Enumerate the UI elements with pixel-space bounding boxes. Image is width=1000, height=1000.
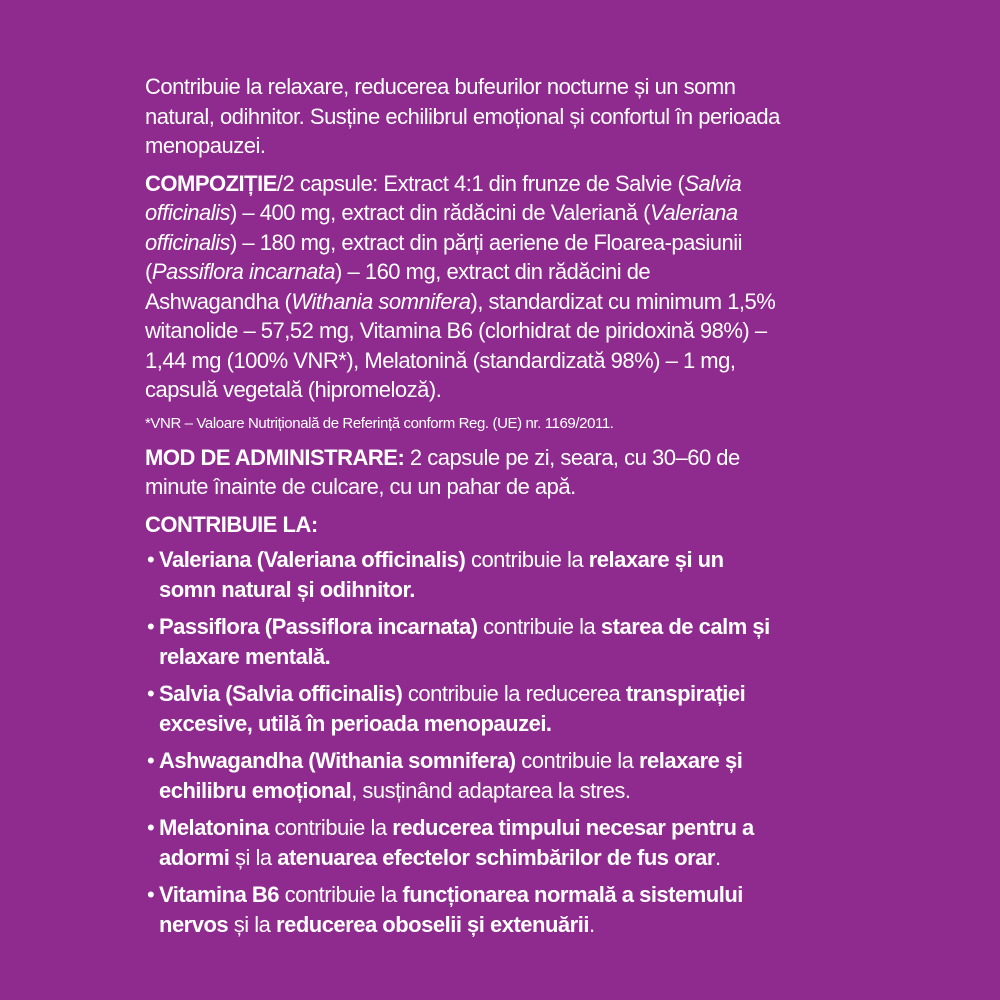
bullet-icon: •: [147, 681, 155, 706]
composition-text: ), standardizat cu minimum 1,5% witanolide – 57,52 mg, Vitamina B6 (clorhidrat de piridoxină 98%) – 1,44 mg (100% VNR*), Melatonină (standardizată 98%) – 1 mg, capsulă vegetală (hipromeloză).: [145, 288, 776, 402]
composition-text: ) – 180 mg, extract din părți aeriene de Floarea-pasiunii (: [145, 229, 742, 284]
benefits-list: [145, 545, 785, 939]
list-item: [145, 612, 785, 671]
list-item: [145, 746, 785, 805]
latin-name: Passiflora incarnata: [151, 259, 336, 284]
benefit-highlight: atenuarea efectelor schimbărilor de fus orar: [277, 844, 715, 870]
list-item: [145, 880, 785, 939]
composition-text: /2 capsule: Extract 4:1 din frunze de Salvie (: [276, 170, 685, 196]
bullet-icon: •: [147, 614, 155, 639]
intro-text: Contribuie la relaxare, reducerea bufeurilor nocturne și un somn natural, odihnitor. Susține echilibrul emoțional și confortul în perioada menopauzei.: [145, 74, 780, 158]
administration-text: 2 capsule pe zi, seara, cu 30–60 de minute înainte de culcare, cu un pahar de apă.: [145, 444, 740, 499]
composition-text: ) – 400 mg, extract din rădăcini de Valeriană (: [229, 200, 650, 225]
product-description: [145, 72, 785, 947]
benefit-highlight: funcționarea normală a sistemului nervos: [159, 882, 743, 937]
list-item: [145, 813, 785, 872]
benefit-highlight: relaxare și un somn natural și odihnitor.: [159, 547, 724, 602]
benefit-highlight: transpirației excesive, utilă în perioada menopauzei.: [159, 681, 746, 736]
bullet-icon: •: [147, 882, 155, 907]
list-item: [145, 545, 785, 604]
benefit-highlight: starea de calm și relaxare mentală.: [159, 614, 770, 669]
benefit-text: contribuie la: [268, 815, 393, 840]
benefit-subject: Vitamina B6: [159, 882, 280, 907]
benefit-text: .: [714, 844, 721, 870]
benefit-subject: Ashwagandha (Withania somnifera): [159, 748, 516, 773]
vnr-footnote: *VNR – Valoare Nutrițională de Referință conform Reg. (UE) nr. 1169/2011.: [145, 414, 614, 432]
benefits-heading: CONTRIBUIE LA:: [145, 511, 318, 537]
benefit-subject: Salvia (Salvia officinalis): [159, 681, 403, 706]
benefit-text: contribuie la reducerea: [402, 681, 626, 706]
benefit-text: contribuie la: [465, 547, 589, 572]
benefit-highlight: reducerea oboselii și extenuării: [276, 911, 589, 937]
composition-label: COMPOZIȚIE: [145, 170, 277, 196]
benefit-text: contribuie la: [477, 614, 601, 639]
benefit-highlight: relaxare și echilibru emoțional: [159, 748, 743, 803]
benefit-highlight: reducerea timpului necesar pentru a adormi: [159, 815, 754, 870]
benefit-subject: Melatonina: [159, 815, 269, 840]
composition-section: [145, 169, 785, 405]
benefit-subject: Valeriana (Valeriana officinalis): [159, 547, 466, 572]
latin-name: Salvia officinalis: [145, 170, 742, 225]
benefit-text: contribuie la: [279, 882, 403, 907]
benefit-text: .: [588, 911, 595, 937]
bullet-icon: •: [147, 547, 155, 572]
list-item: [145, 679, 785, 738]
latin-name: Withania somnifera: [291, 288, 471, 314]
benefit-text: și la: [229, 844, 278, 870]
benefit-subject: Passiflora (Passiflora incarnata): [159, 614, 478, 639]
benefit-text: , susținând adaptarea la stres.: [351, 777, 631, 803]
composition-text: ) – 160 mg, extract din rădăcini de Ashwagandha (: [145, 259, 651, 314]
latin-name: Valeriana officinalis: [145, 200, 738, 255]
bullet-icon: •: [147, 815, 155, 840]
administration-section: [145, 443, 785, 502]
benefit-text: și la: [228, 911, 277, 937]
administration-label: MOD DE ADMINISTRARE:: [145, 444, 405, 470]
bullet-icon: •: [147, 748, 155, 773]
benefit-text: contribuie la: [515, 748, 639, 773]
